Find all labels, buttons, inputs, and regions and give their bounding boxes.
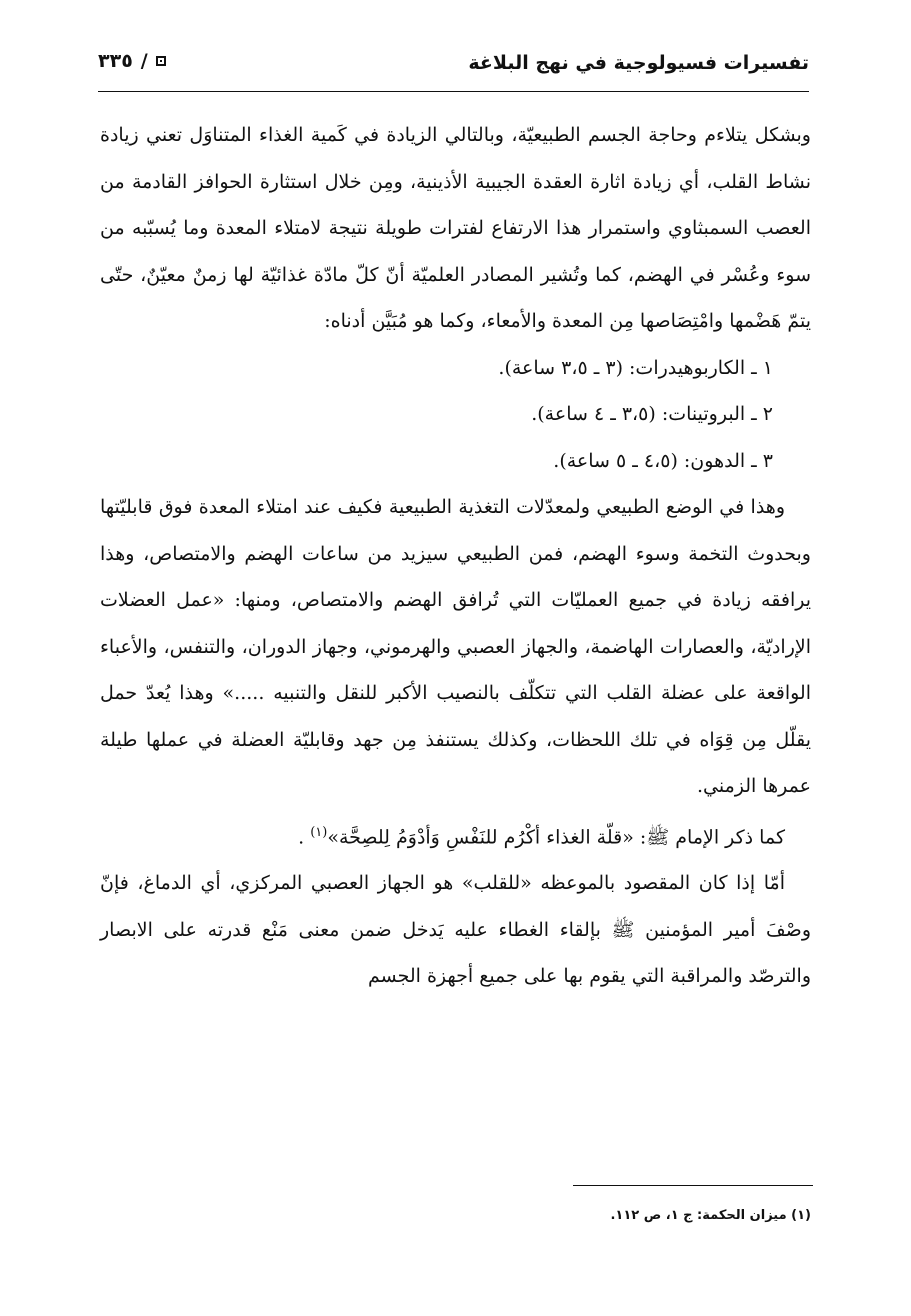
page-number: ٣٣٥ — [98, 50, 133, 72]
list-item-fats: ٣ ـ الدهون: (٤،٥ ـ ٥ ساعة). — [553, 449, 773, 472]
list-item-proteins: ٢ ـ البروتينات: (٣،٥ ـ ٤ ساعة). — [531, 403, 773, 425]
page-separator: / — [140, 50, 148, 72]
ornament-square-icon — [156, 56, 166, 66]
running-title: تفسيرات فسيولوجية في نهج البلاغة — [468, 52, 809, 74]
paragraph-1: وبشكل يتلاءم وحاجة الجسم الطبيعيّة، وبالتالي الزيادة في كَمية الغذاء المتناوَل تعني زيادة نشاط القلب، أي زيادة اثارة العقدة الجيبية الأذينية، ومِن خلال استثارة الحوافز القادمة من العصب السمبثاوي واستمرار هذا الارتفاع لفترات طويلة نتيجة لامتلاء المعدة وما يُسبّبه من سوء وعُسْر في الهضم، كما وتُشير المصادر العلميّة أنّ كلّ مادّة غذائيّة لها زمنٌ معيّنٌ، حتّى يتمّ هَضْمها وامْتِصَاصها مِن المعدة والأمعاء، وكما هو مُبَيَّن أدناه: — [100, 124, 811, 332]
main-text — [100, 112, 811, 1000]
paragraph-4: أمّا إذا كان المقصود بالموعظه «للقلب» هو الجهاز العصبي المركزي، أي الدماغ، فإنّ وصْفَ أمير المؤمنين ﷺ بإلقاء الغطاء عليه يَدخل ضمن معنى مَنْع قدرته على الابصار والترصّد والمراقبة التي يقوم بها على جميع أجهزة الجسم — [100, 872, 811, 988]
footnote-reference: (١) — [310, 824, 328, 840]
quote-text: كما ذكر الإمام ﷺ: «قلّة الغذاء أكْرُم للنَفْسِ وَأدْوَمُ لِلصِحَّة» — [327, 825, 785, 848]
paragraph-3-quote — [100, 810, 811, 861]
paragraph-2: وهذا في الوضع الطبيعي ولمعدّلات التغذية الطبيعية فكيف عند امتلاء المعدة فوق قابليّتها وبحدوث التخمة وسوء الهضم، فمن الطبيعي سيزيد من ساعات الهضم والامتصاص، وهذا يرافقه زيادة في جميع العمليّات التي تُرافق الهضم والامتصاص، ومنها: «عمل العضلات الإراديّة، والعصارات الهاضمة، والجهاز العصبي والهرموني، وجهاز الدوران، والتنفس، والأعباء الواقعة على عضلة القلب التي تتكلّف بالنصيب الأكبر للنقل والتنبيه .....» وهذا يُعدّ حمل يقلّل مِن قِوَاه في تلك اللحظات، وكذلك يستنفذ مِن جهد وقابليّة العضلة في عملها طيلة عمرها الزمني. — [100, 496, 811, 797]
footnote-divider — [573, 1185, 813, 1186]
footnote: (١) ميزان الحكمة: ج ١، ص ١١٢. — [610, 1208, 811, 1223]
page-number-group — [98, 50, 166, 72]
header-divider — [98, 91, 809, 92]
page-header — [98, 46, 809, 86]
quote-end: . — [298, 825, 311, 848]
list-item-carbohydrates: ١ ـ الكاربوهيدرات: (٣ ـ ٣،٥ ساعة). — [498, 356, 773, 379]
